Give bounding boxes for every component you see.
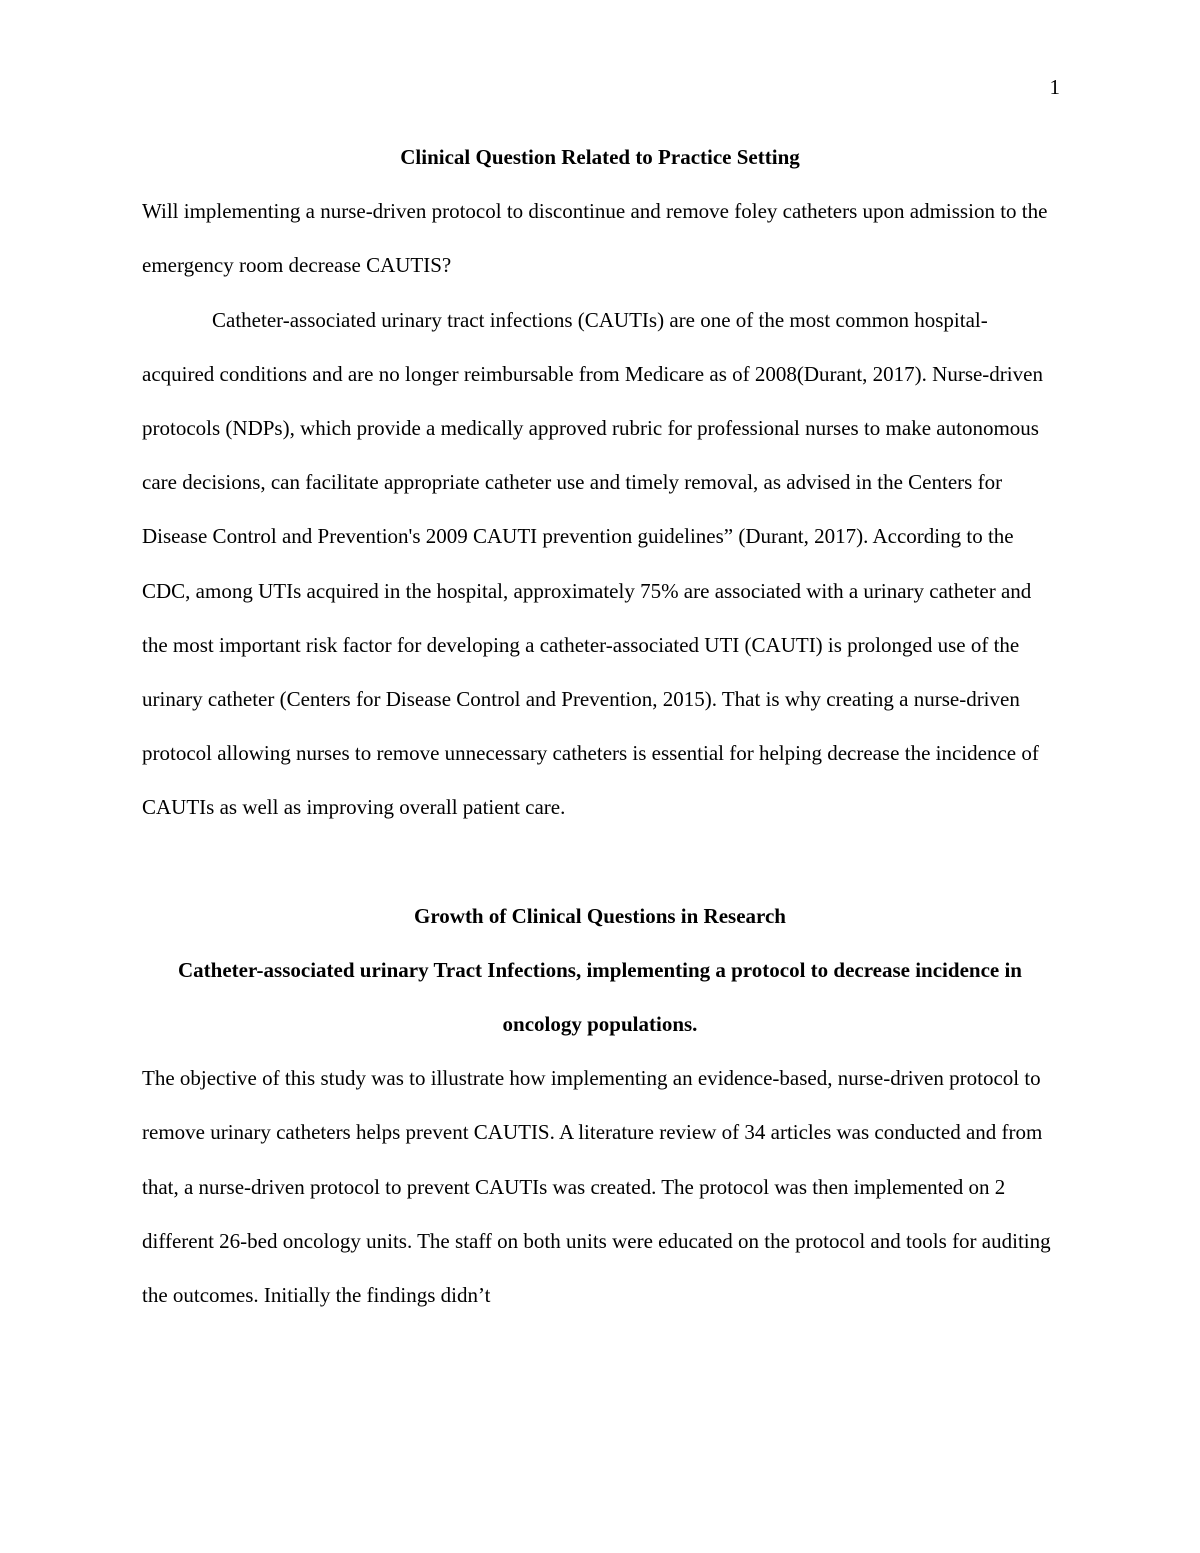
section-heading-growth: Growth of Clinical Questions in Research (414, 903, 786, 928)
cauti-paragraph: Catheter-associated urinary tract infections (CAUTIs) are one of the most common hospital-acquired conditions and are no longer reimbursable from Medicare as of 2008(Durant, 2017). Nurse-driven protocols (NDPs), which provide a medically approved rubric for professional nurses to make autonomous care decisions, can facilitate appropriate catheter use and timely removal, as advised in the Centers for Disease Control and Prevention's 2009 CAUTI prevention guidelines” (Durant, 2017). According to the CDC, among UTIs acquired in the hospital, approximately 75% are associated with a urinary catheter and the most important risk factor for developing a catheter-associated UTI (CAUTI) is prolonged use of the urinary catheter (Centers for Disease Control and Prevention, 2015). That is why creating a nurse-driven protocol allowing nurses to remove unnecessary catheters is essential for helping decrease the incidence of CAUTIs as well as improving overall patient care. (142, 307, 1043, 820)
section-subheading-study: Catheter-associated urinary Tract Infections, implementing a protocol to decrease incidence in oncology populations. (178, 957, 1022, 1037)
section-heading-clinical-question: Clinical Question Related to Practice Setting (400, 145, 800, 169)
section-spacer (142, 835, 1058, 889)
study-paragraph: The objective of this study was to illustrate how implementing an evidence-based, nurse-driven protocol to remove urinary catheters helps prevent CAUTIS. A literature review of 34 articles was conducted and from that, a nurse-driven protocol to prevent CAUTIs was created. The protocol was then implemented on 2 different 26-bed oncology units. The staff on both units were educated on the protocol and tools for auditing the outcomes. Initially the findings didn’t (142, 1066, 1051, 1308)
document-body (142, 130, 1058, 1322)
clinical-question-text: Will implementing a nurse-driven protocol to discontinue and remove foley catheters upon admission to the emergency room decrease CAUTIS? (142, 199, 1048, 278)
page-number: 1 (1049, 75, 1060, 99)
